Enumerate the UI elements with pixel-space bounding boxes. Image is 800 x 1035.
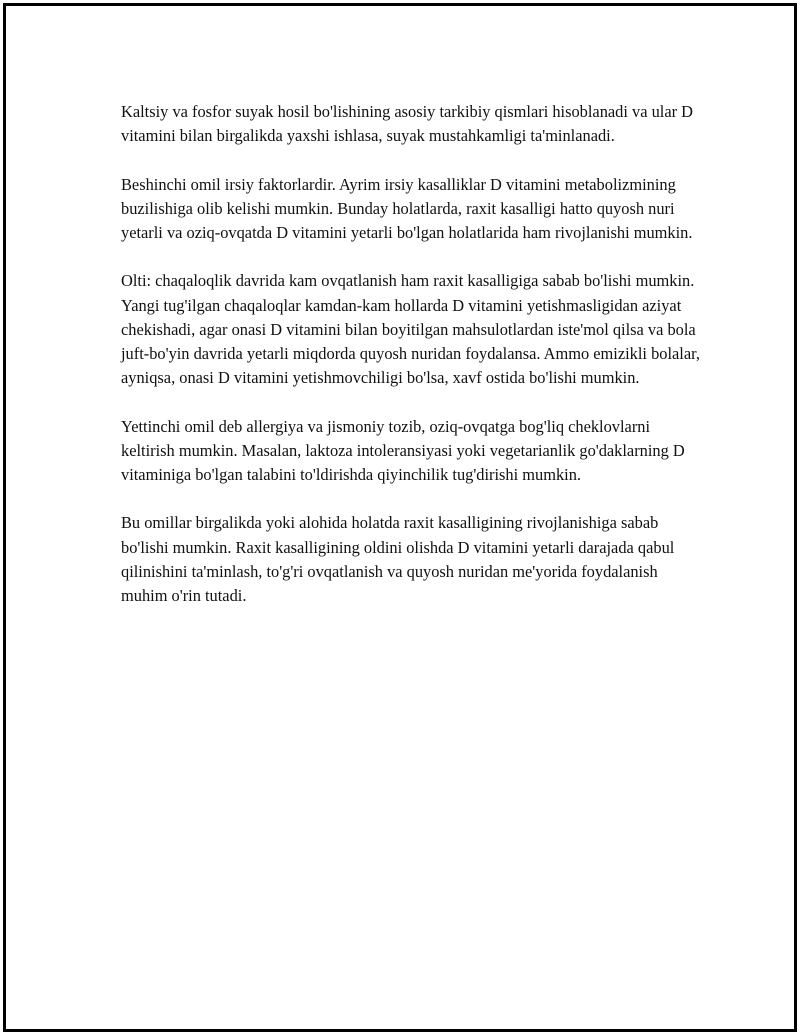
paragraph: Beshinchi omil irsiy faktorlardir. Ayrim irsiy kasalliklar D vitamini metabolizmining buzilishiga olib kelishi mumkin. Bunday holatlarda, raxit kasalligi hatto quyosh nuri yetarli va oziq-ovqatda D vitamini yetarli bo'lgan holatlarida ham rivojlanishi mumkin. <box>121 174 693 242</box>
paragraph: Olti: chaqaloqlik davrida kam ovqatlanish ham raxit kasalligiga sabab bo'lishi mumkin. Yangi tug'ilgan chaqaloqlar kamdan-kam hollarda D vitamini yetishmasligidan aziyat chekishadi, agar onasi D vitamini bilan boyitilgan mahsulotlardan iste'mol qilsa va bola juft-bo'yin davrida yetarli miqdorda quyosh nuridan foydalansa. Ammo emizikli bolalar, ayniqsa, onasi D vitamini yetishmovchiligi bo'lsa, xavf ostida bo'lishi mumkin. <box>121 271 701 388</box>
document-body <box>121 100 701 632</box>
paragraph: Yettinchi omil deb allergiya va jismoniy tozib, oziq-ovqatga bog'liq cheklovlarni keltirish mumkin. Masalan, laktoza intoleransiyasi yoki vegetarianlik go'daklarning D vitaminiga bo'lgan talabini to'ldirishda qiyinchilik tug'dirishi mumkin. <box>121 416 685 484</box>
paragraph: Bu omillar birgalikda yoki alohida holatda raxit kasalligining rivojlanishiga sabab bo'lishi mumkin. Raxit kasalligining oldini olishda D vitamini yetarli darajada qabul qilinishini ta'minlash, to'g'ri ovqatlanish va quyosh nuridan me'yorida foydalanish muhim o'rin tutadi. <box>121 513 675 605</box>
paragraph: Kaltsiy va fosfor suyak hosil bo'lishining asosiy tarkibiy qismlari hisoblanadi va ular D vitamini bilan birgalikda yaxshi ishlasa, suyak mustahkamligi ta'minlanadi. <box>121 102 693 146</box>
page-frame <box>3 3 797 1032</box>
